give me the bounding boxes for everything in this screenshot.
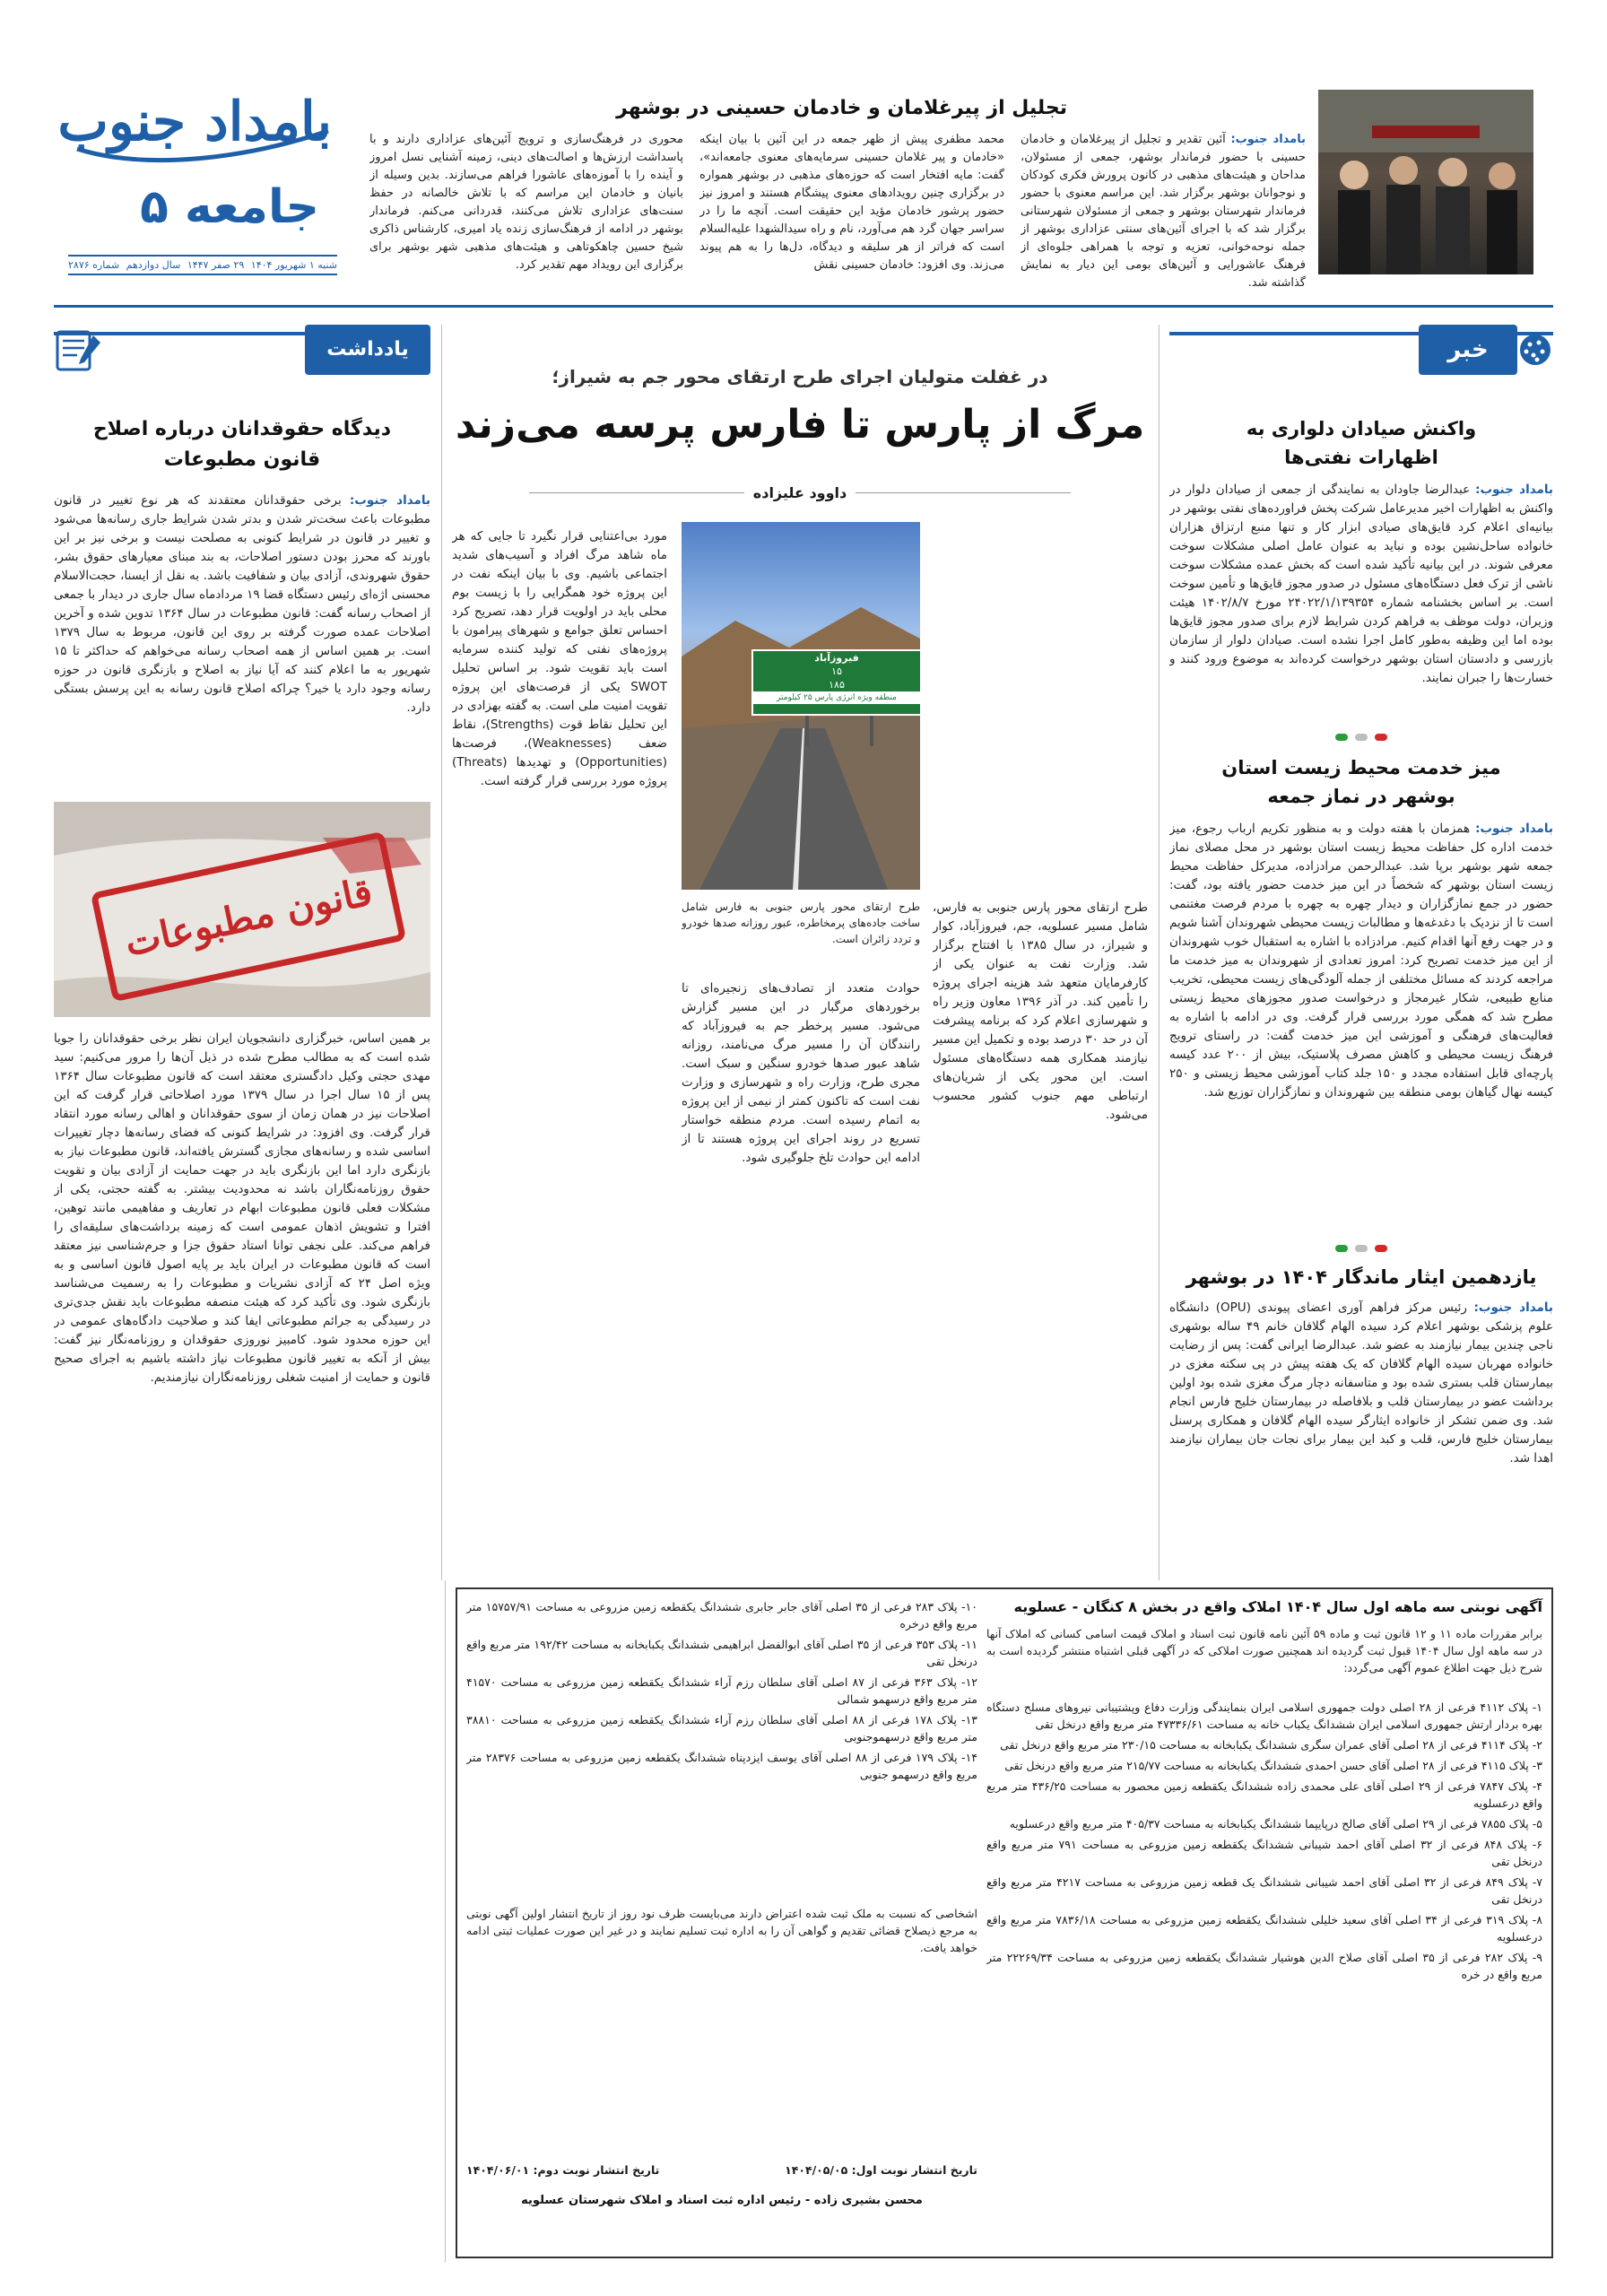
editorial-title: دیدگاه حقوقدانان درباره اصلاح قانون مطبوعات [92, 418, 392, 471]
top-story-col-1-text: آئین تقدیر و تجلیل از پیرغلامان و خادمان حسینی با حضور فرماندار بوشهر، جمعی از مسئولان، مداحان و هیئت‌های مذهبی در کانون پرورش فکری کودکان و نوجوانان بوشهر برگزار شد. این مراسم معنوی با حضور فرماندار شهرستان بوشهر و جمعی از مسئولان شهرستانی برگزار شد که با اجرای آئین‌های سنتی عزاداری بوشهر از جمله نوحه‌خوانی، تعزیه و توجه با همراهی جلوه‌ای از فرهنگ عاشورایی و آئین‌های بومی این دیار به نمایش گذاشته شد. [1021, 133, 1306, 290]
legal-item: ۱۰- پلاک ۲۸۳ فرعی از ۳۵ اصلی آقای جابر جابری ششدانگ یکقطعه زمین مزروعی به مساحت ۱۵۷۵۷/۹۱ متر مربع واقع درخره [466, 1600, 977, 1631]
legal-dates [466, 2163, 977, 2177]
editorial-body-top-text: برخی حقوقدانان معتقدند که هر نوع تغییر در قانون مطبوعات باعث سخت‌تر شدن و بدتر شدن شرایط جاری رسانه‌ها می‌شود و تغییر در قانون در شرایط کنونی به مصلحت نیست و برخی نیز بر این باورند که محرز بودن دستور اصلاحات، به ‌بند مبنای معیارهای حقوق بشر، حقوق شهروندی، آزادی بیان و شفافیت باشد. به نقل از ایسنا، حجت‌الاسلام محسنی اژه‌ای رئیس دستگاه قضا ۱۹ مردادماه سال جاری در دیدار با جمعی از اصحاب رسانه گفت: قانون مطبوعات در سال ۱۳۶۴ تدوین شده و آخرین اصلاحات عمده صورت گرفته بر روی این قانون، مربوط به سال ۱۳۷۹ است. بر همین اساس از همه اصحاب رسانه می‌خواهم که حداکثر تا ۱۵ شهریور به ما اعلام کنند که آیا نیاز به اصلاح و بازنگری قانون در حوزه رسانه وجود دارد یا خیر؟ چراکه اصلاح قانون رسانه به این پرسش بستگی دارد. [54, 493, 430, 715]
news-item-1-body [1169, 481, 1553, 730]
editorial-tag-box [305, 325, 430, 375]
main-col-right: مورد بی‌اعتنایی قرار نگیرد تا جایی که هر ماه شاهد مرگ افراد و آسیب‌های شدید اجتماعی باشیم. وی با بیان اینکه نفت در این پروژه خود همگرایی را با زیست بوم محلی باید در اولویت قرار دهد، تصریح کرد احساس تعلق جوامع و شهرهای پیرامون با پروژه‌های نفتی که تولید کننده سرمایه است باید تقویت شود. بر اساس تحلیل SWOT یکی از فرصت‌های این پروژه تقویت امنیت ملی است. به گفته بهزادی در این تحلیل نقاط قوت (Strengths)، نقاط ضعف (Weaknesses)، فرصت‌ها (Opportunities) و تهدیدها (Threats) پروژه مورد بررسی قرار گرفته است. [452, 529, 667, 788]
legal-signature: محسن بشیری زاده - رئیس اداره ثبت اسناد و املاک شهرستان عسلویه [521, 2194, 923, 2207]
main-byline [452, 484, 1148, 501]
legal-notice-intro: برابر مقررات ماده ۱۱ و ۱۲ قانون ثبت و ماده ۵۹ آئین نامه قانون ثبت اسناد و املاک قیمت اسامی کسانی که املاک آنها در سه ماهه اول سال ۱۴۰۴ قبول ثبت گردیده اند همچنین صورت املاکی که در آگهی قبلی اشتباه منتشر گردیده است به شرح ذیل جهت اطلاع عموم آگهی می‌گردد: [986, 1627, 1542, 1674]
stamp-text: قانون مطبوعات [120, 868, 377, 965]
main-photo [682, 522, 920, 890]
section-label: جامعه ۵ [140, 180, 319, 234]
news-item-1 [1169, 414, 1553, 730]
legal-item: ۲- پلاک ۴۱۱۴ فرعی از ۲۸ اصلی آقای عمران سگری ششدانگ یکبابخانه به مساحت ۲۳۰/۱۵ متر مربع واقع درنخل تقی [1000, 1738, 1542, 1752]
editorial-rule [445, 1580, 446, 2262]
legal-item: ۹- پلاک ۲۸۲ فرعی از ۳۵ اصلی آقای صلاح الدین هوشیار ششدانگ یکقطعه زمین مزروعی به مساحت ۲۲۲۶۹/۳۴ متر مربع واقع در خره [986, 1951, 1542, 1981]
legal-right-items [986, 1699, 1542, 2246]
editorial-column [54, 325, 430, 2262]
legal-notice [456, 1587, 1553, 2258]
legal-item: ۱۲- پلاک ۳۶۳ فرعی از ۸۷ اصلی آقای سلطان رزم آراء ششدانگ یکقطعه زمین مزروعی به مساحت ۴۱۵۷۰ متر مربع واقع درسهمو شمالی [466, 1675, 977, 1706]
divider-dots-2 [1169, 1245, 1553, 1252]
legal-item: ۵- پلاک ۷۸۵۵ فرعی از ۲۹ اصلی آقای صالح درپایپما ششدانگ یکبابخانه به مساحت ۴۰۵/۳۷ متر مربع واقع درعسلویه [1009, 1817, 1542, 1831]
news-tag-box [1419, 325, 1517, 375]
logo [57, 86, 337, 167]
date-shamsi: شنبه ۱ شهریور ۱۴۰۴ [250, 259, 337, 271]
dateline [68, 255, 337, 275]
news-item-2 [1169, 753, 1553, 1257]
road-sign-banner: منطقه ویژه انرژی پارس ۲۵ کیلومتر [753, 691, 920, 704]
main-kicker: در غفلت متولیان اجرای طرح ارتقای محور جم به شیراز؛ [552, 366, 1048, 387]
main-byline-text: داوود علیزاده [752, 484, 847, 501]
legal-item: ۱۳- پلاک ۱۷۸ فرعی از ۸۸ اصلی آقای سلطان رزم آراء ششدانگ یکقطعه زمین مزروعی به مساحت ۳۸۸۱۰ متر مربع واقع درسهموجنوبی [466, 1713, 977, 1744]
news-item-2-body [1169, 820, 1553, 1257]
road-sign-row-2: ۱۸۵ [829, 679, 845, 691]
news-item-1-lead: بامداد جنوب: [1475, 483, 1553, 497]
notepad-pencil-icon [54, 326, 104, 373]
main-caption: طرح ارتقای محور پارس جنوبی به فارس شامل ساخت جاده‌های پرمخاطره، عبور روزانه صدها خودرو و تردد زائران است. [682, 900, 920, 945]
news-tag [1169, 325, 1553, 377]
news-item-3-text: رئیس مرکز فراهم آوری اعضای پیوندی (OPU) دانشگاه علوم پزشکی بوشهر اعلام کرد سیده الهام گلافان خانم ۴۹ ساله بوشهری ناجی چندین بیمار نیازمند به عضو شد. عبدالرضا ایرانی گفت: پس از رضایت خانواده مهربان سیده الهام گلافان که یک هفته پیش در پی سکته مغزی در بیمارستان قلب بستری شده بود و متاسفانه دچار مرگ مغزی شده بود اولین برداشت عضو در بیمارستان قلب و بلافاصله در بیمارستان خلیج فارس انجام شد. وی ضمن تشکر از خانواده ایثارگر سیده الهام گلافان و همکاری پرسنل بیمارستان خلیج فارس، قلب و کبد این بیمار برای نجات جان بیماران نیازمند اهدا شد. [1169, 1300, 1553, 1465]
news-tag-label: خبر [1447, 336, 1489, 363]
top-story-col-3: محوری در فرهنگ‌سازی و ترویج آئین‌های عزاداری دارند و با پاسداشت ارزش‌ها و اصالت‌های دینی، زمینه آشنایی نسل امروز و آینده را با آموزه‌های عاشورا فراهم می‌سازند. بدین وسیله از بانیان و خادمان این مراسم که با تلاش خالصانه در حفظ سنت‌های عزاداری تلاش می‌کنند، قدردانی می‌کنم. فرماندار بوشهر در ادامه از فرهنگ‌سازی زنده یاد امیری، کارشناس ذاکری شیخ حسین چاهکوتاهی و هیئت‌های مذهبی شهر بوشهر برای برگزاری این رویداد مهم تقدیر کرد. [369, 133, 683, 272]
main-headline: مرگ از پارس تا فارس پرسه می‌زند [455, 402, 1145, 448]
column-rule-right [1159, 325, 1160, 1580]
top-divider [54, 305, 1553, 308]
news-item-1-text: عبدالرضا جاودان به نمایندگی از جمعی از صیادان دلوار در واکنش به اظهارات اخیر مدیرعامل شرکت پخش فراورده‌های نفتی بوشهر در بیانیه‌ای اعلام کرد قایق‌های صیادی ابزار کار و تنها منبع ارتزاق هزاران خانواده ساحل‌نشین بوده و نباید به عنوان عامل اصلی مشکلات سوخت معرفی شوند. در این بیانیه تأکید شده است که بخش عمده مشکلات سوخت ناشی از ترک فعل دستگاه‌های مسئول در صدور مجوز قایق‌ها و تأمین سوخت است. بر اساس بخشنامه شماره ۲۴۰۲۲/۱/۱۳۹۳۵۴ مورخ ۱۴۰۲/۸/۷ هیئت وزیران، دولت موظف به فراهم کردن شرایط لازم برای صدور مجوز قایق‌ها بوده اما این وظیفه به‌طور کامل اجرا نشده است. صیادان دلوار از سازمان بازرسی و دادستان استان بوشهر درخواست کرده‌اند به موضوع ورود کنند و خسارت‌ها را جبران نمایند. [1169, 483, 1553, 685]
legal-item: ۳- پلاک ۴۱۱۵ فرعی از ۲۸ اصلی آقای حسن احمدی ششدانگ یکبابخانه به مساحت ۲۱۵/۷۷ متر مربع واقع درنخل تقی [1004, 1759, 1542, 1772]
news-item-2-text: همزمان با هفته دولت و به منظور تکریم ارباب رجوع، میز خدمت اداره کل حفاظت محیط زیست استان بوشهر در محل مصلای نماز جمعه شهر بوشهر برپا شد. عبدالرحمن مرادزاده، مدیرکل حفاظت محیط زیست استان بوشهر که شخصاً در این میز خدمت حضور یافته بود، گفت: حضور در جمع نمازگزاران و دیدار چهره به چهره با مردم فرصت مغتنمی است تا از نزدیک با دغدغه‌ها و مطالبات زیست محیطی شهروندان آشنا شویم و در جهت رفع آنها اقدام کنیم. مرادزاده با اشاره به استقبال خوب شهروندان از این میز خدمت تصریح کرد: امروز تعدادی از شهروندان به میز خدمت ما مراجعه کردند که مسائل مختلفی از جمله آلودگی‌های زیست محیطی، تخریب منابع طبیعی، شکار غیرمجاز و درخواست صدور مجوزهای محیط زیستی مطرح شد که همگی مورد بررسی قرار گرفت. وی در ادامه با اشاره به فعالیت‌های فرهنگی و آموزشی این میز خدمت گفت: در راستای ترویج فرهنگ زیست محیطی و کاهش مصرف پلاستیک، بیش از ۲۰۰ عدد کیسه پارچه‌ای قابل استفاده مجدد و ۱۵۰ جلد کتاب آموزشی محیط زیستی و ۲۵۰ کیسه نهال گیاهان بومی منطقه بین شهروندان و نمازگزاران توزیع شد. [1169, 822, 1553, 1100]
divider-dots-1 [1169, 734, 1553, 741]
top-story-lead: بامداد جنوب: [1230, 133, 1306, 146]
legal-notice-title: آگهی نوبتی سه ماهه اول سال ۱۴۰۴ املاک واقع در بخش ۸ کنگان - عسلویه [1013, 1598, 1542, 1615]
road-sign [751, 649, 920, 716]
legal-item: ۷- پلاک ۸۴۹ فرعی از ۳۲ اصلی آقای احمد شیبانی ششدانگ یک قطعه زمین مزروعی به مساحت ۴۲۱۷ متر مربع واقع درنخل تقی [986, 1875, 1542, 1906]
news-item-2-lead: بامداد جنوب: [1475, 822, 1553, 836]
editorial-tag [54, 325, 430, 378]
stamp-image [54, 802, 430, 1017]
editorial-body-bottom: بر همین اساس، خبرگزاری دانشجویان ایران نظر برخی حقوقدانان را جویا شده است که به مطالب مطرح شده در ذیل آن‌ها را مرور می‌کنیم: سید مهدی حجتی وکیل دادگستری معتقد است که قانون مطبوعات سال ۱۳۶۴ پس از ۱۵ سال اجرا در سال ۱۳۷۹ مورد اصلاحاتی قرار گرفت که این اصلاحات نیز در همان زمان از سوی حقوقدانان و اهالی رسانه مورد انتقاد قرار گرفت. وی افزود: در شرایط کنونی که فضای رسانه‌ها دچار تغییرات اساسی شده و رسانه‌های مجازی گسترش یافته‌اند، قانون مطبوعات نیاز به بازنگری دارد اما این بازنگری باید در جهت حمایت از آزادی بیان و تقویت حقوق روزنامه‌نگاران باشد نه محدودیت بیشتر. به گفته حجتی، یکی از مشکلات فعلی قانون مطبوعات ابهام در تعاریف و مفاهیمی مانند توهین، افترا و تشویش اذهان عمومی است که زمینه برداشت‌های سلیقه‌ای را فراهم می‌کند. علی نجفی توانا استاد حقوق جزا و جرم‌شناسی نیز معتقد است که قانون مطبوعات در ایران باید بر پایه اصول قانون اساسی و به ویژه اصل ۲۴ که آزادی نشریات و مطبوعات را به رسمیت می‌شناسد بازنگری شود. وی تأکید کرد که هیئت منصفه مطبوعات باید نقش جدی‌تری در رسیدگی به جرائم مطبوعاتی ایفا کند و صلاحیت دادگاه‌های عمومی در این حوزه محدود شود. کامبیز نوروزی حقوقدان و روزنامه‌نگار نیز گفت: بیش از آنکه به تغییر قانون مطبوعات نیاز داشته باشیم به اجرای صحیح قانون و حمایت از امنیت شغلی روزنامه‌نگاران نیازمندیم. [54, 1031, 430, 1385]
globe-icon [1517, 332, 1553, 368]
news-item-3-title: یازدهمین ایثار ماندگار ۱۴۰۴ در بوشهر [1186, 1266, 1537, 1288]
logo-text: بامداد جنوب [57, 91, 332, 153]
top-story-title: تجلیل از پیرغلامان و خادمان حسینی در بوشهر [616, 97, 1067, 119]
issue-number: شماره ۲۸۷۶ [68, 259, 120, 271]
news-item-3-lead: بامداد جنوب: [1473, 1300, 1553, 1315]
legal-item: ۶- پلاک ۸۴۸ فرعی از ۳۲ اصلی آقای احمد شیبانی ششدانگ یکقطعه زمین مزروعی به مساحت ۷۹۱ متر مربع واقع درنخل تقی [986, 1838, 1542, 1868]
news-column [1169, 325, 1553, 1580]
legal-item: ۴- پلاک ۷۸۴۷ فرعی از ۲۹ اصلی آقای علی محمدی زاده ششدانگ یکقطعه زمین محصور به مساحت ۴۳۶/۲۵ متر مربع واقع درعسلویه [986, 1779, 1542, 1810]
news-item-3 [1169, 1263, 1553, 1584]
main-story [452, 325, 1148, 1580]
editorial-body-top [54, 491, 430, 787]
date-hijri: ۲۹ صفر ۱۴۴۷ [187, 259, 245, 271]
legal-left-items [466, 1598, 977, 1900]
road-sign-row-1: ۱۵ [831, 665, 842, 677]
legal-item: ۱۱- پلاک ۳۵۳ فرعی از ۳۵ اصلی آقای ابوالفضل ابراهیمی ششدانگ یکبابخانه به مساحت ۱۹۲/۴۲ متر مربع واقع درنخل تقی [466, 1638, 977, 1668]
masthead [57, 86, 337, 292]
legal-item: ۱۴- پلاک ۱۷۹ فرعی از ۸۸ اصلی آقای یوسف ایزدپناه ششدانگ یکقطعه زمین مزروعی به مساحت ۲۸۳۷۶ متر مربع واقع درسهمو جنوبی [466, 1751, 977, 1781]
main-col-mid: حوادث متعدد از تصادف‌های زنجیره‌ای تا برخوردهای مرگبار در این مسیر گزارش می‌شود. مسیر پرخطر جم به فیروزآباد که رانندگان آن را مسیر مرگ می‌نامند، روزانه شاهد عبور صدها خودرو سنگین و سبک است. مجری طرح، وزارت راه و شهرسازی و وزارت نفت است که تاکنون کمتر از نیمی از این پروژه به اتمام رسیده است. مردم منطقه خواستار تسریع در روند اجرای این پروژه هستند تا از ادامه این حوادث تلخ جلوگیری شود. [682, 981, 920, 1165]
column-rule-left [441, 325, 442, 1580]
news-item-1-title: واکنش صیادان دلواری به اظهارات نفتی‌ها [1246, 418, 1477, 468]
legal-date-1: تاریخ انتشار نوبت اول: ۱۴۰۴/۰۵/۰۵ [785, 2163, 977, 2177]
legal-item: ۸- پلاک ۳۱۹ فرعی از ۳۴ اصلی آقای سعید خلیلی ششدانگ یکقطعه زمین مزروعی به مساحت ۷۸۳۶/۱۸ متر مربع واقع درعسلویه [986, 1913, 1542, 1944]
editorial-lead: بامداد جنوب: [349, 493, 430, 508]
legal-footer-text: اشخاصی که نسبت به ملک ثبت شده اعتراض دارند می‌بایست ظرف نود روز از تاریخ انتشار اولین آگهی نوبتی به مرجع ذیصلاح قضائی تقدیم و گواهی آن را به اداره ثبت تسلیم نمایند و در غیر این صورت عملیات ثبتی ادامه خواهد یافت. [466, 1907, 977, 1954]
road-sign-title: فیروزآباد [814, 652, 859, 664]
editorial-tag-label: یادداشت [326, 338, 409, 361]
top-story-photo [1318, 90, 1533, 274]
news-item-3-body [1169, 1299, 1553, 1584]
legal-item: ۱- پلاک ۴۱۱۲ فرعی از ۲۸ اصلی دولت جمهوری اسلامی ایران بنمایندگی وزارت دفاع وپشتیبانی نیروهای مسلح دستگاه بهره بردار ارتش جمهوری اسلامی ایران ششدانگ یکباب خانه به مساحت ۴۷۳۳۶/۶۱ متر مربع واقع درنخل تقی [986, 1700, 1542, 1731]
news-item-2-title: میز خدمت محیط زیست استان بوشهر در نماز جمعه [1221, 757, 1501, 807]
ceremony-people-icon [1318, 90, 1533, 274]
top-story-col-2: محمد مظفری پیش از ظهر جمعه در این آئین با بیان اینکه «خادمان و پیر غلامان حسینی سرمایه‌های معنوی جامعه‌اند»، گفت: مایه افتخار است که حوزه‌های مذهبی در بوشهر همواره در برگزاری چنین رویدادهای معنوی پیشگام هستند و امروز نیز حضور پرشور خادمان مؤید این حقیقت است. آنچه ما را در سراسر جهان گرد هم می‌آورد، نام و راه سیدالشهدا علیه‌السلام است که فراتر از هر سلیقه و دیدگاه، دل‌ها را به هم پیوند می‌زند. وی افزود: خادمان حسینی نقش [699, 133, 1004, 272]
legal-date-2: تاریخ انتشار نوبت دوم: ۱۴۰۴/۰۶/۰۱ [466, 2163, 660, 2177]
top-story-col-1 [1021, 131, 1306, 291]
main-col-left: طرح ارتقای محور پارس جنوبی به فارس، شامل مسیر عسلویه، جم، فیروزآباد، کوار و شیراز، در سال ۱۳۸۵ با افتتاح برگزار شد. وزارت نفت به عنوان یکی از کارفرمایان متعهد شد هزینه اجرای پروژه را تأمین کند. در آذر ۱۳۹۶ معاون وزیر راه و شهرسازی اعلام کرد که برنامه پیشرفت آن در حد ۳۰ درصد بوده و تکمیل این مسیر نیازمند همکاری همه دستگاه‌های مسئول است. این محور یکی از شریان‌های ارتباطی مهم جنوب کشور محسوب می‌شود. [933, 900, 1148, 1122]
volume-year: سال دوازدهم [126, 259, 181, 271]
